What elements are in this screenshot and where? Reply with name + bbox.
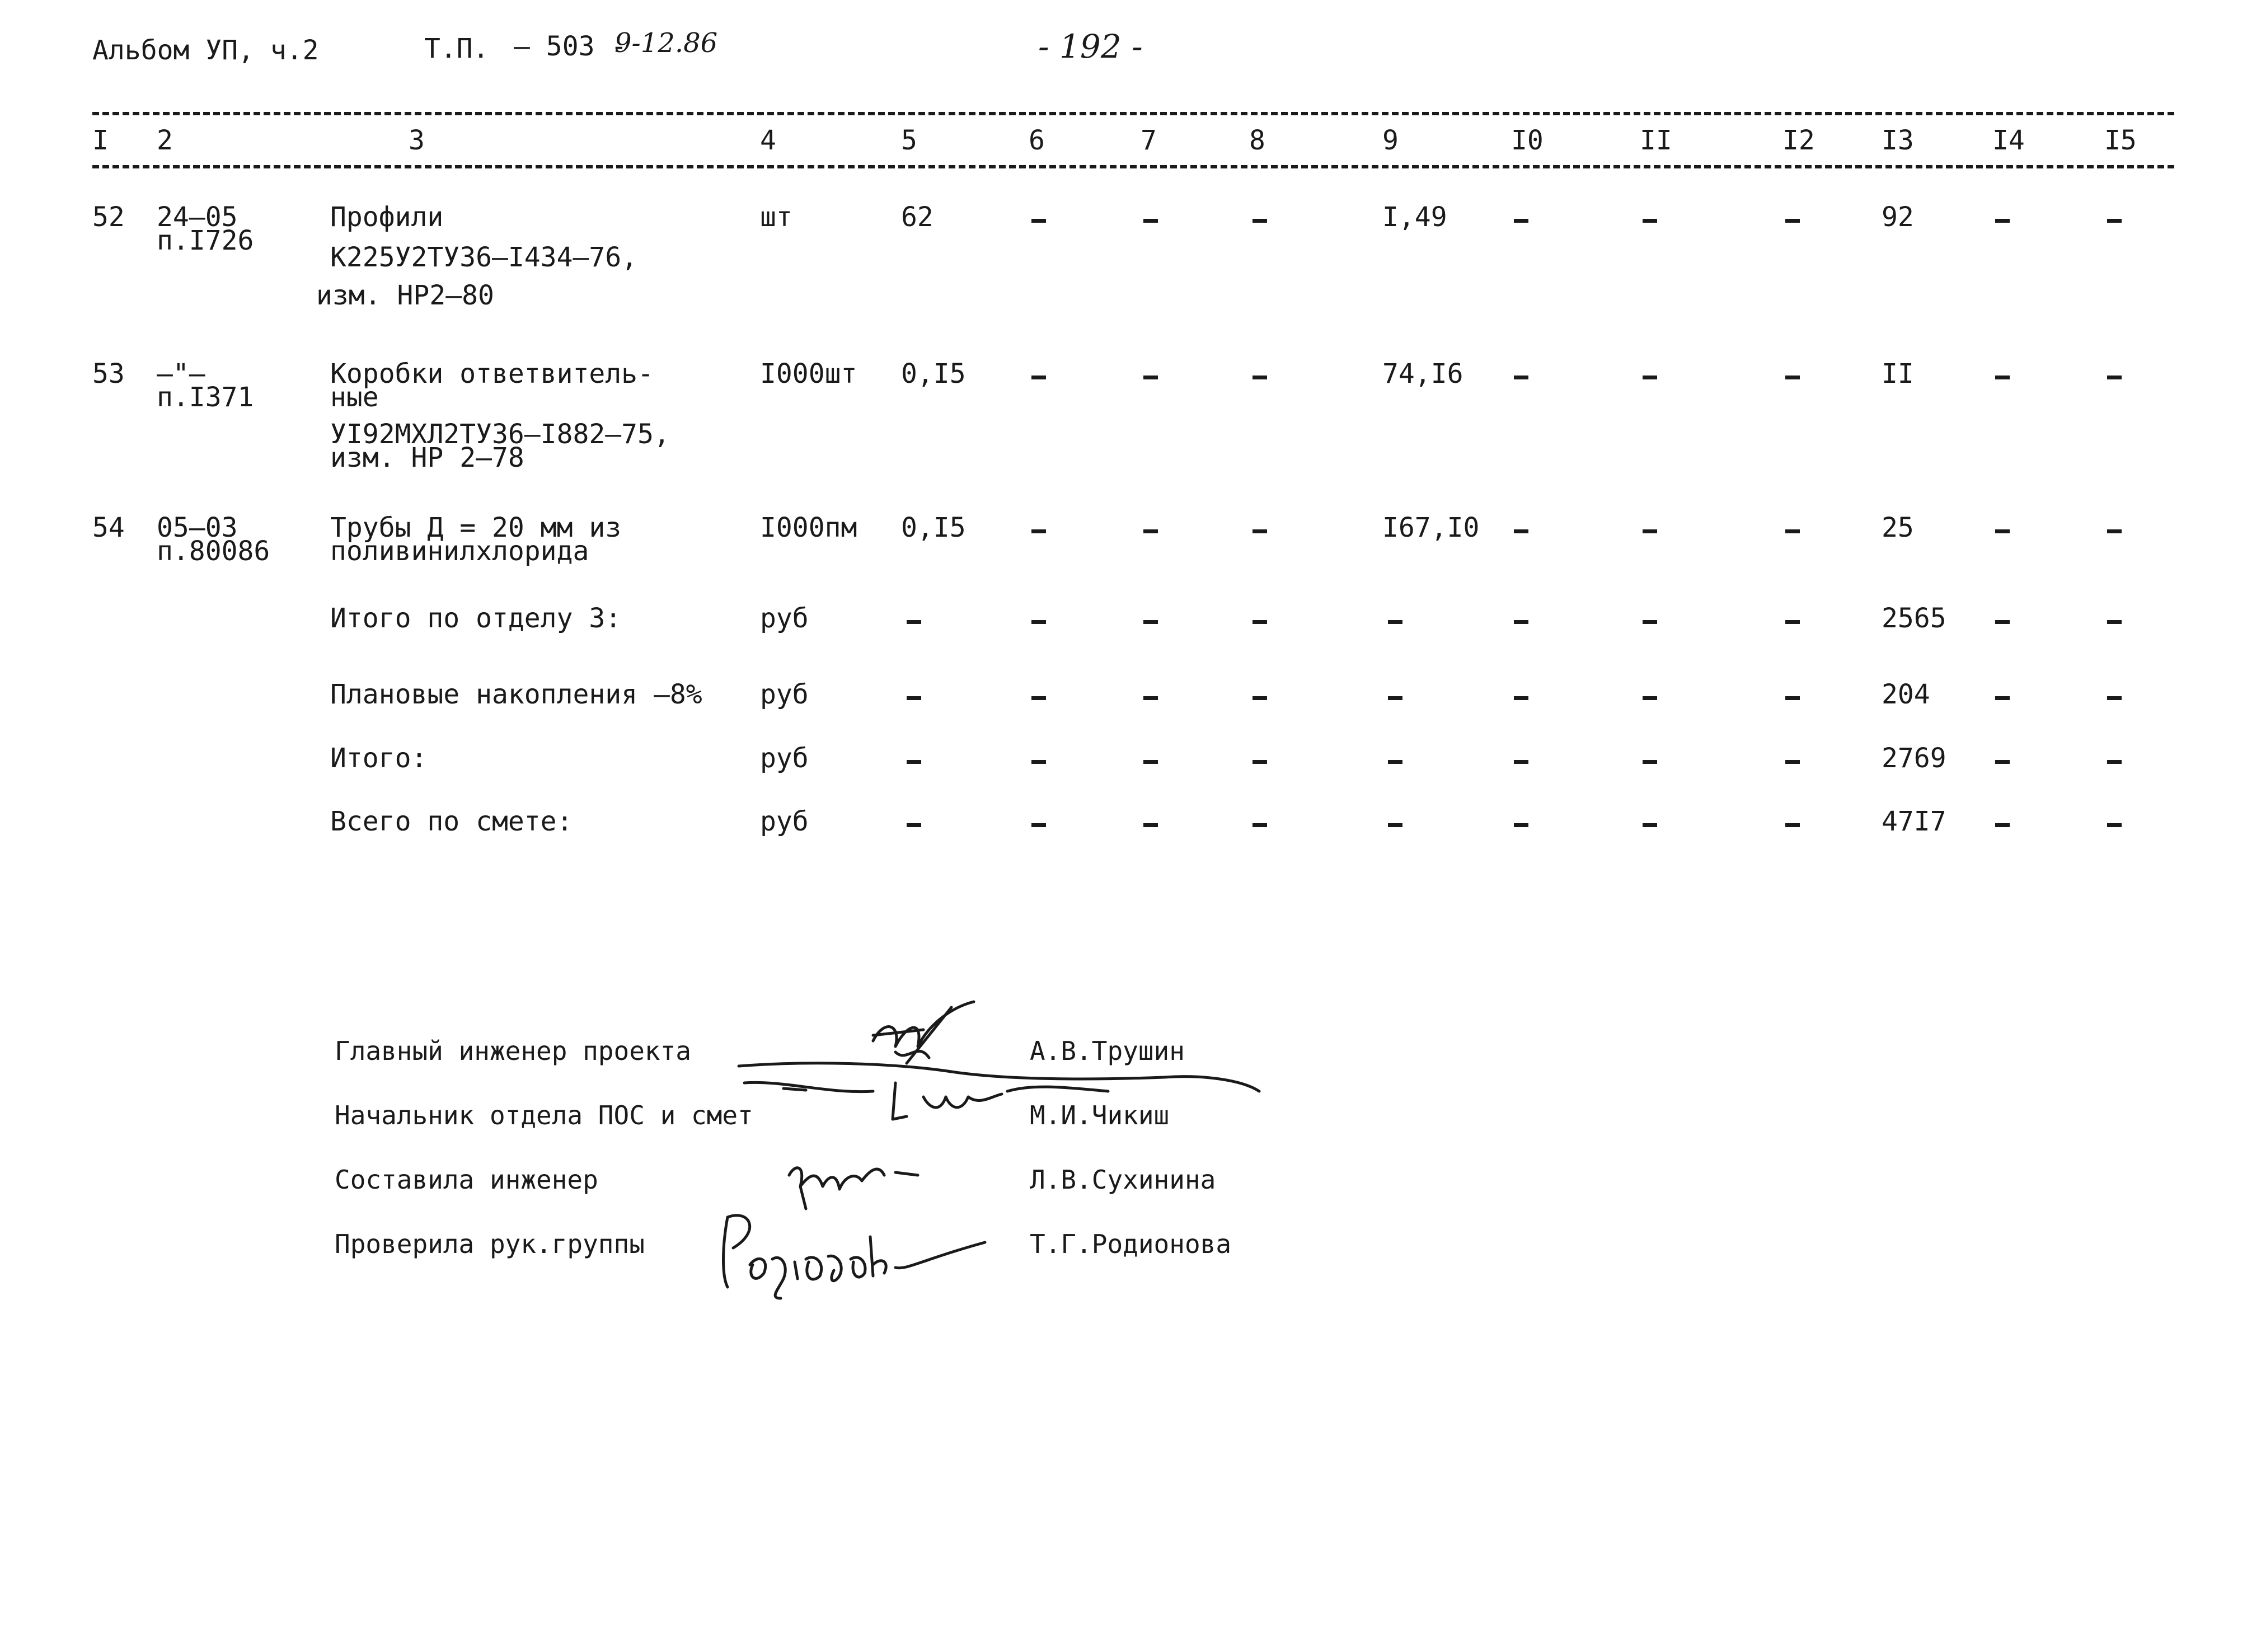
signature-rodionov [724,1215,986,1298]
empty-cell-dash [2107,760,2122,764]
empty-cell-dash [1514,760,1528,764]
row-unit: I000пм [760,512,857,543]
column-number: 6 [1029,125,1045,156]
row-code: п.80086 [157,536,270,567]
empty-cell-dash [1785,823,1800,827]
row-total: 25 [1882,512,1914,543]
empty-cell-dash [1785,529,1800,533]
empty-cell-dash [907,823,921,827]
empty-cell-dash [1252,760,1267,764]
empty-cell-dash [2107,823,2122,827]
row-name: УI92МХЛ2ТУ36–I882–75, [330,419,670,450]
column-number: 3 [409,125,425,156]
signature-role: Составила инженер [335,1165,598,1195]
total-value: 2565 [1882,603,1946,634]
empty-cell-dash [2107,219,2122,223]
empty-cell-dash [1514,529,1528,533]
signature-trushin [873,1002,974,1063]
row-name: Профили [330,201,444,233]
empty-cell-dash [1643,696,1657,700]
column-number: I [92,125,109,156]
empty-cell-dash [1643,760,1657,764]
empty-cell-dash [1031,376,1046,379]
empty-cell-dash [1031,529,1046,533]
row-number: 53 [92,358,125,389]
empty-cell-dash [1785,760,1800,764]
empty-cell-dash [1252,696,1267,700]
empty-cell-dash [1643,376,1657,379]
row-name: Трубы Д = 20 мм из [330,512,622,543]
row-code: 24–05 [157,201,238,233]
tp-number-handwritten: 9-12.86 [614,27,718,59]
row-quantity: 0,I5 [901,512,966,543]
page-number: - 192 - [1038,27,1143,65]
column-number: I2 [1782,125,1815,156]
column-number: 8 [1249,125,1265,156]
total-value: 47I7 [1882,806,1946,837]
empty-cell-dash [2107,620,2122,624]
row-unit: шт [760,201,792,233]
total-value: 204 [1882,679,1930,710]
album-label: Альбом УП, ч.2 [92,35,319,66]
empty-cell-dash [1995,823,2010,827]
column-number: I3 [1882,125,1914,156]
empty-cell-dash [1143,376,1158,379]
empty-cell-dash [1995,760,2010,764]
signature-name: Л.В.Сухинина [1030,1165,1216,1195]
column-number: I5 [2104,125,2137,156]
row-name: изм. НР2–80 [316,280,494,311]
total-value: 2769 [1882,743,1946,774]
total-label: Итого по отделу 3: [330,603,622,634]
empty-cell-dash [1514,696,1528,700]
empty-cell-dash [1643,529,1657,533]
empty-cell-dash [1143,760,1158,764]
column-number: I4 [1992,125,2025,156]
empty-cell-dash [1995,376,2010,379]
row-quantity: 62 [901,201,933,233]
empty-cell-dash [1143,529,1158,533]
empty-cell-dash [1995,219,2010,223]
empty-cell-dash [1143,620,1158,624]
row-name: Коробки ответвитель- [330,358,654,389]
empty-cell-dash [1995,529,2010,533]
empty-cell-dash [907,696,921,700]
row-name: ные [330,382,379,413]
total-unit: руб [760,743,809,774]
empty-cell-dash [1252,376,1267,379]
empty-cell-dash [1514,823,1528,827]
total-unit: руб [760,806,809,837]
column-number: 4 [760,125,776,156]
row-code: п.I371 [157,382,254,413]
row-total: II [1882,358,1914,389]
empty-cell-dash [1388,760,1402,764]
empty-cell-dash [1143,823,1158,827]
empty-cell-dash [1031,219,1046,223]
row-price: 74,I6 [1382,358,1463,389]
empty-cell-dash [1643,620,1657,624]
empty-cell-dash [2107,529,2122,533]
empty-cell-dash [1031,760,1046,764]
total-label: Итого: [330,743,428,774]
row-unit: I000шт [760,358,857,389]
column-number: 5 [901,125,917,156]
empty-cell-dash [1031,620,1046,624]
signature-role: Главный инженер проекта [335,1036,691,1066]
signature-name: М.И.Чикиш [1030,1100,1170,1130]
empty-cell-dash [1643,823,1657,827]
signature-name: А.В.Трушин [1030,1036,1185,1066]
empty-cell-dash [1252,823,1267,827]
tp-number-prefix: – 503 - [514,31,627,62]
empty-cell-dash [1643,219,1657,223]
empty-cell-dash [2107,696,2122,700]
empty-cell-dash [1252,219,1267,223]
empty-cell-dash [1031,823,1046,827]
signature-sukhinina [789,1168,918,1209]
total-unit: руб [760,679,809,710]
row-code: п.I726 [157,225,254,256]
row-code: –"– [157,358,205,389]
empty-cell-dash [1143,696,1158,700]
empty-cell-dash [1514,219,1528,223]
empty-cell-dash [1514,620,1528,624]
tp-label: Т.П. [424,33,489,64]
row-name: изм. НР 2–78 [330,442,524,473]
empty-cell-dash [1031,696,1046,700]
empty-cell-dash [1514,376,1528,379]
row-quantity: 0,I5 [901,358,966,389]
row-price: I,49 [1382,201,1447,233]
empty-cell-dash [1252,620,1267,624]
row-total: 92 [1882,201,1914,233]
empty-cell-dash [1995,620,2010,624]
column-number: I0 [1511,125,1544,156]
empty-cell-dash [907,760,921,764]
signature-role: Начальник отдела ПОС и смет [335,1100,753,1130]
column-number: 7 [1141,125,1157,156]
empty-cell-dash [907,620,921,624]
column-number: 2 [157,125,173,156]
row-price: I67,I0 [1382,512,1480,543]
empty-cell-dash [1995,696,2010,700]
empty-cell-dash [1252,529,1267,533]
signature-name: Т.Г.Родионова [1030,1229,1232,1259]
row-name: К225У2ТУ36–I434–76, [330,242,638,273]
empty-cell-dash [1785,696,1800,700]
column-number: 9 [1382,125,1399,156]
empty-cell-dash [1785,376,1800,379]
row-number: 52 [92,201,125,233]
empty-cell-dash [1388,620,1402,624]
row-code: 05–03 [157,512,238,543]
total-label: Всего по смете: [330,806,573,837]
row-name: поливинилхлорида [330,536,589,567]
empty-cell-dash [1785,219,1800,223]
empty-cell-dash [1388,696,1402,700]
signature-role: Проверила рук.группы [335,1229,645,1259]
column-number: II [1640,125,1672,156]
empty-cell-dash [1143,219,1158,223]
total-label: Плановые накопления –8% [330,679,702,710]
total-unit: руб [760,603,809,634]
empty-cell-dash [1388,823,1402,827]
row-number: 54 [92,512,125,543]
empty-cell-dash [1785,620,1800,624]
empty-cell-dash [2107,376,2122,379]
